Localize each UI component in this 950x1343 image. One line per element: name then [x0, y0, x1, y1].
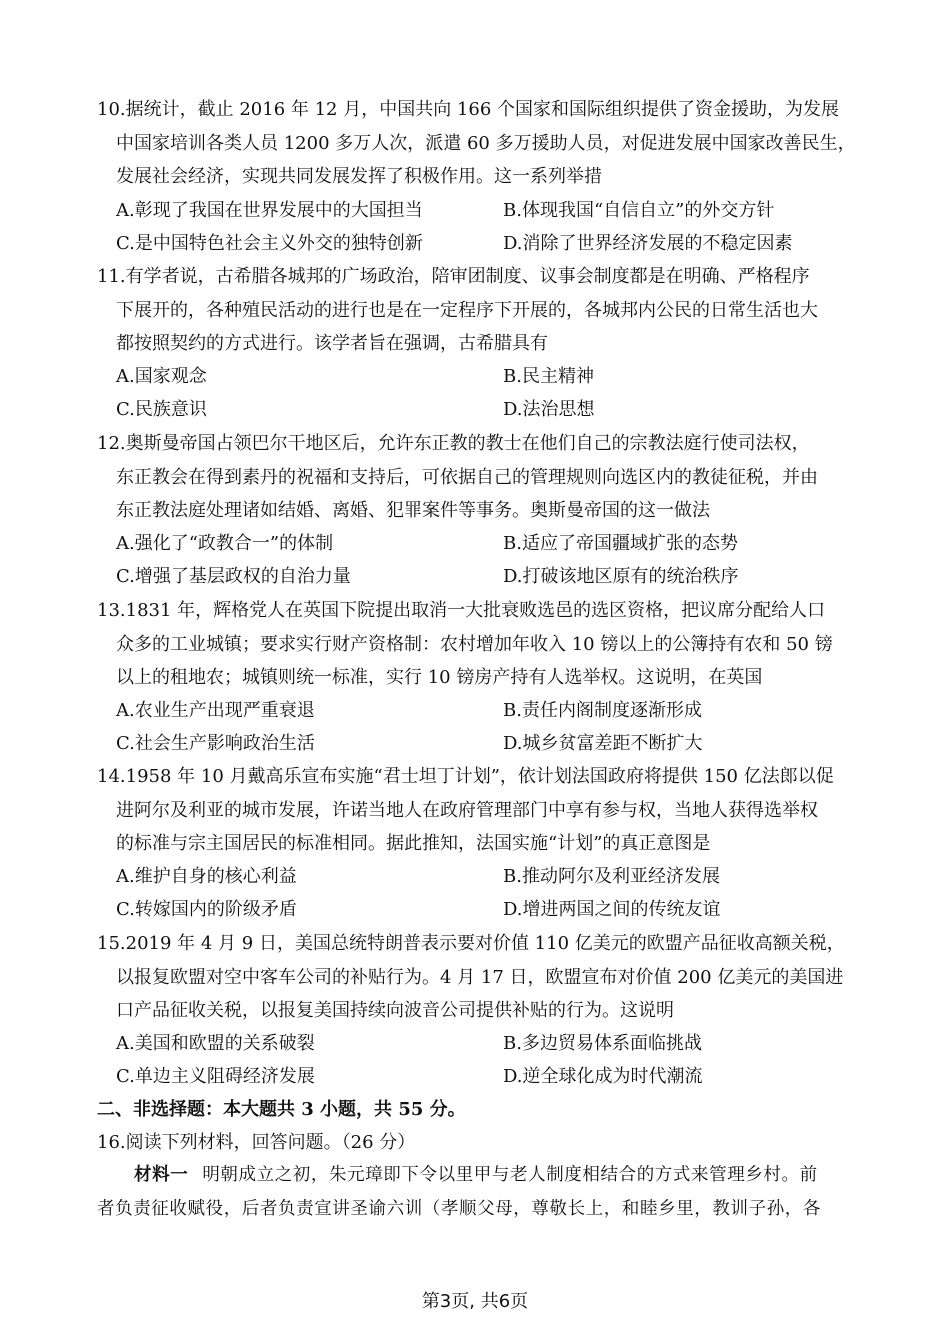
- question-14-line-2: 进阿尔及利亚的城市发展，许诺当地人在政府管理部门中享有参与权，当地人获得选举权: [116, 800, 818, 821]
- question-11-line-3: 都按照契约的方式进行。该学者旨在强调，古希腊具有: [116, 333, 548, 354]
- question-16-stem: 16.阅读下列材料，回答问题。（26 分）: [97, 1132, 416, 1153]
- page-number: 第3页, 共6页: [421, 1291, 529, 1312]
- option-a: A.农业生产出现严重衰退: [116, 700, 315, 721]
- option-b: B.多边贸易体系面临挑战: [503, 1033, 702, 1054]
- option-a: A.强化了“政教合一”的体制: [116, 533, 334, 554]
- question-10-line-3: 发展社会经济，实现共同发展发挥了积极作用。这一系列举措: [116, 166, 602, 187]
- question-15-line-3: 口产品征收关税，以报复美国持续向波音公司提供补贴的行为。这说明: [116, 1000, 674, 1021]
- option-a: A.国家观念: [116, 366, 207, 387]
- option-a: A.维护自身的核心利益: [116, 866, 297, 887]
- option-b: B.责任内阁制度逐渐形成: [503, 700, 702, 721]
- option-d: D.逆全球化成为时代潮流: [503, 1066, 703, 1087]
- option-d: D.法治思想: [503, 399, 595, 420]
- option-a: A.彰现了我国在世界发展中的大国担当: [116, 200, 423, 221]
- option-d: D.增进两国之间的传统友谊: [503, 899, 721, 920]
- question-12-line-2: 东正教会在得到素丹的祝福和支持后，可依据自己的管理规则向选区内的教徒征税，并由: [116, 467, 818, 488]
- option-d: D.打破该地区原有的统治秩序: [503, 566, 739, 587]
- question-13-line-1: 13.1831 年，辉格党人在英国下院提出取消一大批衰败选邑的选区资格，把议席分配给人口: [97, 600, 826, 621]
- option-c: C.是中国特色社会主义外交的独特创新: [116, 233, 423, 254]
- question-10-line-1: 10.据统计，截止 2016 年 12 月，中国共向 166 个国家和国际组织提供了资金援助，为发展: [97, 99, 840, 120]
- question-10-line-2: 中国家培训各类人员 1200 多万人次，派遣 60 多万援助人员，对促进发展中国家改善民生，: [116, 133, 856, 154]
- question-11-line-2: 下展开的，各种殖民活动的进行也是在一定程序下开展的，各城邦内公民的日常生活也大: [116, 300, 818, 321]
- question-14-line-1: 14.1958 年 10 月戴高乐宣布实施“君士坦丁计划”，依计划法国政府将提供 150 亿法郎以促: [97, 766, 834, 787]
- question-11-line-1: 11.有学者说，古希腊各城邦的广场政治，陪审团制度、议事会制度都是在明确、严格程序: [97, 266, 810, 287]
- option-a: A.美国和欧盟的关系破裂: [116, 1033, 315, 1054]
- option-d: D.消除了世界经济发展的不稳定因素: [503, 233, 793, 254]
- option-c: C.单边主义阻碍经济发展: [116, 1066, 315, 1087]
- question-13-line-2: 众多的工业城镇；要求实行财产资格制：农村增加年收入 10 镑以上的公簿持有农和 50 镑: [116, 634, 833, 655]
- option-c: C.民族意识: [116, 399, 207, 420]
- material-text: 明朝成立之初，朱元璋即下令以里甲与老人制度相结合的方式来管理乡村。前: [202, 1165, 818, 1185]
- option-c: C.增强了基层政权的自治力量: [116, 566, 351, 587]
- option-b: B.体现我国“自信自立”的外交方针: [503, 200, 775, 221]
- material-1-line-1: [0, 1163, 950, 1187]
- question-14-line-3: 的标准与宗主国居民的标准相同。据此推知，法国实施“计划”的真正意图是: [116, 833, 711, 854]
- question-12-line-1: 12.奥斯曼帝国占领巴尔干地区后，允许东正教的教士在他们自己的宗教法庭行使司法权，: [97, 433, 810, 454]
- question-13-line-3: 以上的租地农；城镇则统一标准，实行 10 镑房产持有人选举权。这说明，在英国: [116, 667, 763, 688]
- option-d: D.城乡贫富差距不断扩大: [503, 733, 703, 754]
- option-c: C.转嫁国内的阶级矛盾: [116, 899, 297, 920]
- material-1-line-2: 者负责征收赋役，后者负责宣讲圣谕六训（孝顺父母，尊敬长上，和睦乡里，教训子孙，各: [97, 1199, 821, 1219]
- option-b: B.民主精神: [503, 366, 594, 387]
- question-15-line-1: 15.2019 年 4 月 9 日，美国总统特朗普表示要对价值 110 亿美元的欧盟产品征收高额关税，: [97, 933, 845, 954]
- option-c: C.社会生产影响政治生活: [116, 733, 315, 754]
- question-12-line-3: 东正教法庭处理诸如结婚、离婚、犯罪案件等事务。奥斯曼帝国的这一做法: [116, 500, 710, 521]
- question-15-line-2: 以报复欧盟对空中客车公司的补贴行为。4 月 17 日，欧盟宣布对价值 200 亿美元的美国进: [116, 967, 844, 988]
- material-label: 材料一: [134, 1165, 189, 1185]
- section-heading: 二、非选择题：本大题共 3 小题，共 55 分。: [97, 1099, 466, 1120]
- option-b: B.适应了帝国疆域扩张的态势: [503, 533, 738, 554]
- option-b: B.推动阿尔及利亚经济发展: [503, 866, 720, 887]
